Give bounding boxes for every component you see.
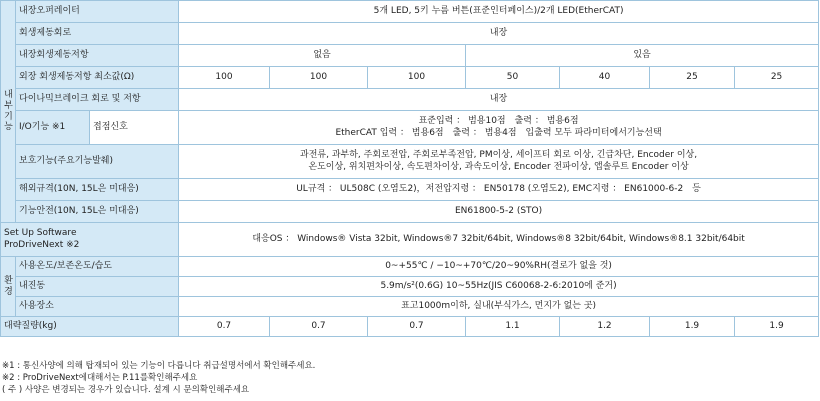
row-safety bbox=[1, 201, 819, 223]
label-temperature: 사용온도/보존온도/습도 bbox=[16, 257, 179, 277]
value-io-line2: EtherCAT 입력 ： 범용6점 출력 ： 범용4점 입출력 모두 파라미터에서기능선택 bbox=[335, 127, 662, 138]
value-ext-resistor-1: 100 bbox=[179, 67, 270, 89]
label-regen-resistor: 내장회생제동저항 bbox=[16, 45, 179, 67]
value-protection bbox=[179, 145, 819, 179]
label-vibration: 내진동 bbox=[16, 277, 179, 297]
value-mass-7: 1.9 bbox=[735, 317, 819, 337]
row-software bbox=[1, 223, 819, 257]
value-protection-line1: 과전류, 과부하, 주회로전압, 주회로부족전압, PM이상, 세이프티 회로 이상, 긴급차단, Encoder 이상, bbox=[300, 149, 698, 160]
label-protection: 보호기능(주요기능발췌) bbox=[16, 145, 179, 179]
value-ext-resistor-7: 25 bbox=[735, 67, 819, 89]
value-safety: EN61800-5-2 (STO) bbox=[179, 201, 819, 223]
value-operator: 5개 LED, 5키 누름 버튼(표준인터페이스)/2개 LED(EtherCAT) bbox=[179, 1, 819, 23]
row-overseas bbox=[1, 179, 819, 201]
row-temperature bbox=[1, 257, 819, 277]
value-mass-6: 1.9 bbox=[650, 317, 735, 337]
value-location: 표고1000m이하, 실내(부식가스, 먼지가 없는 곳) bbox=[179, 297, 819, 317]
value-dynamic-brake: 내장 bbox=[179, 89, 819, 111]
side-label-environment: 환경 bbox=[1, 257, 16, 317]
label-ext-resistor-min: 외장 회생제동저항 최소값(Ω) bbox=[16, 67, 179, 89]
value-regen-resistor-none: 없음 bbox=[179, 45, 466, 67]
row-mass bbox=[1, 317, 819, 337]
label-io: I/O기능 ※1 bbox=[16, 111, 90, 145]
row-dynamic-brake bbox=[1, 89, 819, 111]
label-software-line1: Set Up Software bbox=[4, 227, 77, 238]
label-overseas: 해외규격(10N, 15L은 미대응) bbox=[16, 179, 179, 201]
value-overseas: UL규격 ： UL508C (오염도2)，저전압지령 ： EN50178 (오염도2), EMC지령 ： EN61000-6-2 등 bbox=[179, 179, 819, 201]
value-mass-4: 1.1 bbox=[466, 317, 560, 337]
value-io-line1: 표준입력 ： 범용10점 출력 ： 범용6점 bbox=[418, 115, 579, 126]
row-operator bbox=[1, 1, 819, 23]
label-regen-circuit: 회생제동회로 bbox=[16, 23, 179, 45]
label-operator: 내장오퍼레이터 bbox=[16, 1, 179, 23]
row-io bbox=[1, 111, 819, 145]
footnotes bbox=[2, 360, 315, 396]
value-ext-resistor-3: 100 bbox=[368, 67, 466, 89]
value-protection-line2: 온도이상, 위치편차이상, 속도편차이상, 과속도이상, Encoder 전파이상, 앱솔루트 Encoder 이상 bbox=[308, 161, 689, 172]
value-ext-resistor-5: 40 bbox=[560, 67, 650, 89]
value-mass-3: 0.7 bbox=[368, 317, 466, 337]
value-software: 대응OS ： Windows® Vista 32bit, Windows®7 32bit/64bit, Windows®8 32bit/64bit, Windows®8.1 32bit/64bit bbox=[179, 223, 819, 257]
label-safety: 기능안전(10N, 15L은 미대응) bbox=[16, 201, 179, 223]
value-temperature: 0~+55℃ / −10~+70℃/20~90%RH(결로가 없을 것) bbox=[179, 257, 819, 277]
value-vibration: 5.9m/s²(0.6G) 10~55Hz(JIS C60068-2-6:2010에 준거) bbox=[179, 277, 819, 297]
label-mass: 대략질량(kg) bbox=[1, 317, 179, 337]
value-io bbox=[179, 111, 819, 145]
row-regen-resistor bbox=[1, 45, 819, 67]
row-protection bbox=[1, 145, 819, 179]
row-vibration bbox=[1, 277, 819, 297]
label-software bbox=[1, 223, 179, 257]
label-software-line2: ProDriveNext ※2 bbox=[4, 239, 80, 250]
row-regen-circuit bbox=[1, 23, 819, 45]
value-mass-5: 1.2 bbox=[560, 317, 650, 337]
value-mass-1: 0.7 bbox=[179, 317, 270, 337]
label-io-contact: 접점신호 bbox=[90, 111, 179, 145]
row-location bbox=[1, 297, 819, 317]
footnote-2: ※2 : ProDriveNext에대해서는 P.11를확인해주세요 bbox=[2, 373, 198, 383]
value-regen-resistor-present: 있음 bbox=[466, 45, 819, 67]
value-ext-resistor-2: 100 bbox=[270, 67, 368, 89]
footnote-3: ( 주 ) 사양은 변경되는 경우가 있습니다. 설계 시 문의확인해주세요 bbox=[2, 385, 250, 395]
side-label-internal: 내부기능 bbox=[1, 1, 16, 223]
label-dynamic-brake: 다이나믹브레이크 회로 및 저항 bbox=[16, 89, 179, 111]
label-location: 사용장소 bbox=[16, 297, 179, 317]
value-regen-circuit: 내장 bbox=[179, 23, 819, 45]
value-ext-resistor-4: 50 bbox=[466, 67, 560, 89]
footnote-1: ※1 : 통신사양에 의해 탑재되어 있는 기능이 다릅니다 취급설명서에서 확인해주세요. bbox=[2, 361, 316, 371]
value-mass-2: 0.7 bbox=[270, 317, 368, 337]
value-ext-resistor-6: 25 bbox=[650, 67, 735, 89]
row-ext-resistor-min bbox=[1, 67, 819, 89]
